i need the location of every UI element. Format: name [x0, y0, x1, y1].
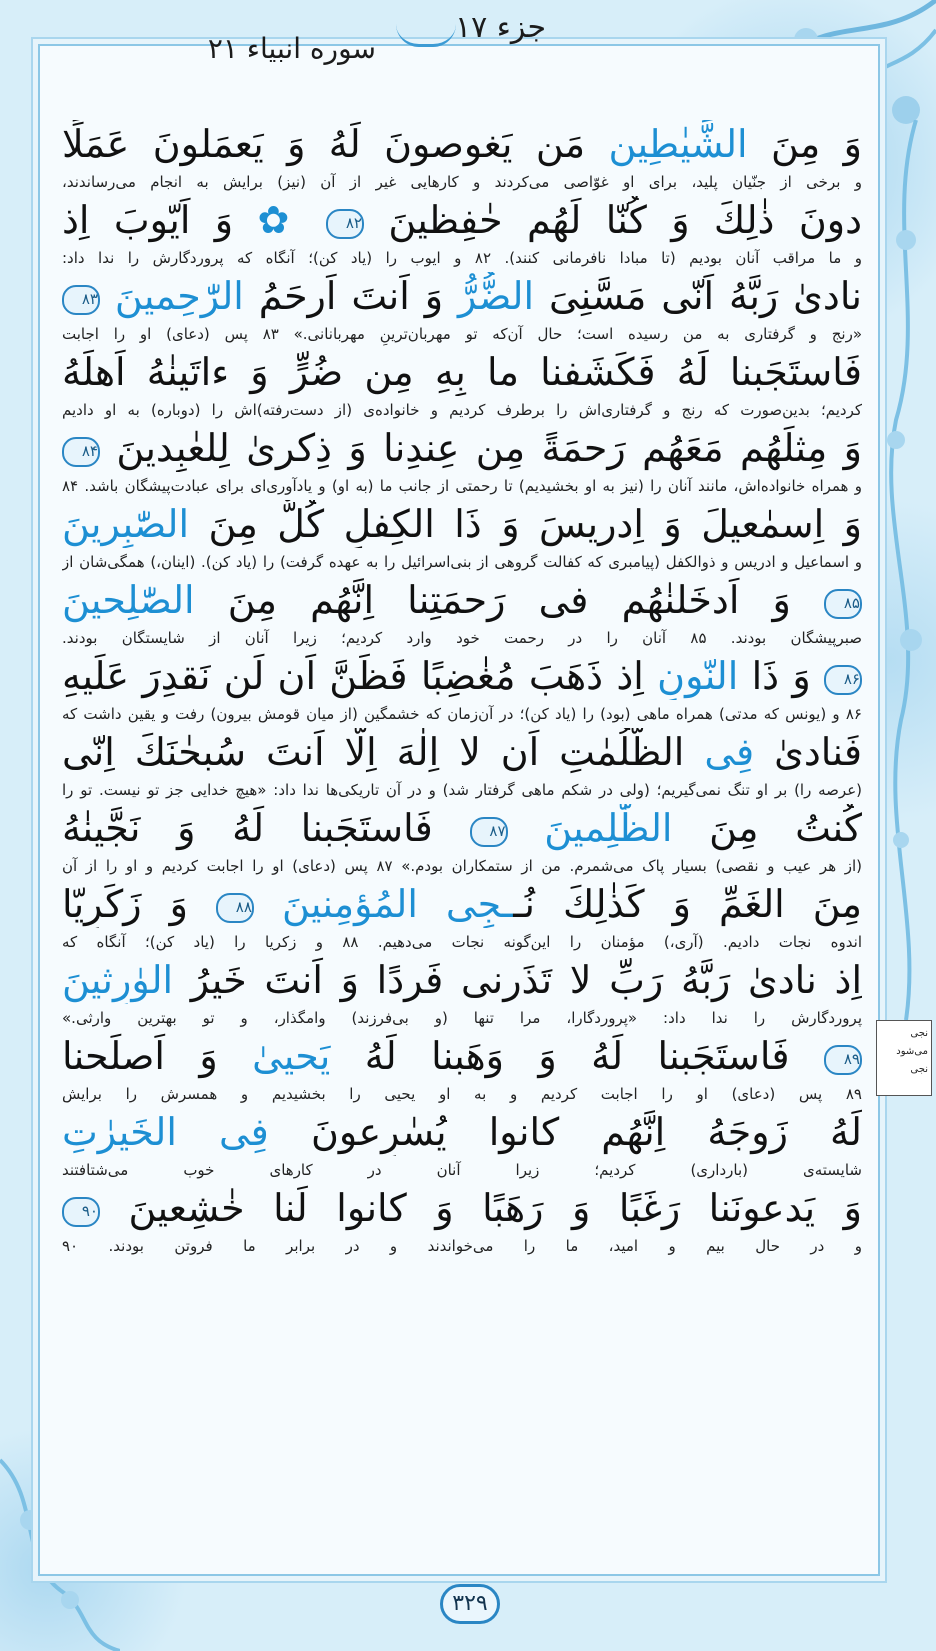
- highlighted-word: الصّٰلِحينَ: [62, 578, 195, 622]
- highlighted-word: الرّٰحِمينَ: [114, 274, 244, 318]
- highlighted-word: الظّٰلِمينَ: [544, 806, 673, 850]
- highlighted-word: فِى: [704, 730, 755, 774]
- ayah-number-marker: ۸۸: [216, 893, 254, 923]
- highlighted-word: الوٰرِثينَ: [62, 958, 174, 1002]
- highlighted-word: الخَيرٰتِ: [62, 1110, 177, 1154]
- verse-text: لَهُ زَوجَهُ اِنَّهُم كانوا يُسٰرِعونَ: [268, 1110, 862, 1154]
- verse-text: الظُّلُمٰتِ اَن لا اِلٰهَ اِلّا اَنتَ سُبحٰنَكَ اِنّى: [62, 730, 705, 774]
- ayah-number-marker: ۸۷: [470, 817, 508, 847]
- persian-translation-line: و اسماعیل و ادریس و ذوالکفل (پیامبری که کفالت گروهی از بنی‌اسرائیل را به عهده گرفت) را (یاد کن). (اینان،) همگی‌شان از: [62, 553, 862, 571]
- verse-text: مِنَ الغَمِّ وَ كَذٰلِكَ نُـ: [513, 882, 862, 926]
- persian-translation-line: ۸۶ و (یونس که مدتی) همراه ماهی (بود) را (یاد کن)؛ در آن‌زمان که خشمگین (از میان قومش بیرون) رفت و یقین داشت که: [62, 705, 862, 723]
- page-header: [0, 10, 936, 65]
- verse-text: فَاستَجَبنا لَهُ وَ نَجَّينٰهُ: [62, 806, 470, 850]
- verse-text: اِذ ذَهَبَ مُغٰضِبًا فَظَنَّ اَن لَن نَقدِرَ عَلَيهِ: [62, 654, 658, 698]
- arabic-verse-line: [62, 880, 862, 928]
- side-note-line: نجی: [910, 1064, 928, 1075]
- highlighted-word: الصّٰبِرينَ: [62, 502, 190, 546]
- verse-row: [62, 196, 862, 272]
- persian-translation-line: «رنج و گرفتاری به من رسیده است؛ حال آن‌که تو مهربان‌ترینِ مهربانانی.» ۸۳ پس (دعای) او را اجابت: [62, 325, 862, 343]
- highlighted-word: فِى: [219, 1110, 269, 1154]
- verse-row: [62, 424, 862, 500]
- side-note: [876, 1020, 932, 1096]
- arabic-verse-line: [62, 272, 862, 320]
- ayah-number-marker: ۸۲: [326, 209, 364, 239]
- arabic-verse-line: [62, 348, 862, 396]
- verse-row: [62, 272, 862, 348]
- verse-text: [508, 806, 545, 850]
- highlighted-word: الضُّرُّ: [457, 274, 535, 318]
- verse-lines: [62, 120, 862, 1260]
- persian-translation-line: شایسته‌ی (بارداری) کردیم؛ زیرا آنان در کارهای خوب می‌شتافتند: [62, 1161, 862, 1179]
- highlighted-word: النّونِ: [657, 654, 739, 698]
- highlighted-word: الشَّيٰطِينِ: [608, 122, 748, 166]
- ayah-number-marker: ۹۰: [62, 1197, 100, 1227]
- verse-text: مَن يَغوصونَ لَهُ وَ يَعمَلونَ عَمَلًا: [62, 122, 609, 166]
- arabic-verse-line: [62, 728, 862, 776]
- surah-label: سوره انبیاء ۲۱: [207, 32, 376, 65]
- verse-text: وَ زَكَرِيّا: [62, 882, 216, 926]
- verse-row: [62, 1108, 862, 1184]
- ayah-number-marker: ۸۵: [824, 589, 862, 619]
- verse-text: وَ يَدعونَنا رَغَبًا وَ رَهَبًا وَ كانوا لَنا خٰشِعينَ: [100, 1186, 862, 1230]
- arabic-verse-line: [62, 1184, 862, 1232]
- arabic-verse-line: [62, 196, 862, 244]
- verse-row: [62, 348, 862, 424]
- verse-text: وَ مِثلَهُم مَعَهُم رَحمَةً مِن عِندِنا وَ ذِكرىٰ لِلعٰبِدينَ: [100, 426, 862, 470]
- arabic-verse-line: [62, 804, 862, 852]
- persian-translation-line: صبرپیشگان بودند. ۸۵ آنان را در رحمت خود وارد کردیم؛ زیرا آنان از شایستگان بودند.: [62, 629, 862, 647]
- verse-text: كُنتُ مِنَ: [672, 806, 862, 850]
- ayah-number-marker: ۸۳: [62, 285, 100, 315]
- verse-row: [62, 652, 862, 728]
- verse-text: نادىٰ رَبَّهُ اَنّى مَسَّنِىَ: [534, 274, 862, 318]
- arabic-verse-line: [62, 652, 862, 700]
- verse-row: [62, 804, 862, 880]
- verse-text: وَ ذَا: [738, 654, 824, 698]
- verse-text: [177, 1110, 219, 1154]
- verse-text: وَ اَصلَحنا: [62, 1034, 253, 1078]
- persian-translation-line: کردیم؛ بدین‌صورت که رنج و گرفتاری‌اش را برطرف کردیم و خانواده‌ی (از دست‌رفته)اش را (دوباره) به او دادیم: [62, 401, 862, 419]
- verse-row: [62, 1184, 862, 1260]
- arabic-verse-line: [62, 1032, 862, 1080]
- verse-text: [418, 882, 446, 926]
- highlighted-word: المُؤمِنينَ: [281, 882, 418, 926]
- side-note-line: نجی: [910, 1028, 928, 1039]
- arabic-verse-line: [62, 956, 862, 1004]
- persian-translation-line: و همراه خانواده‌اش، مانند آنان را (نیز به او بخشیدیم) تا رحمتی از جانب ما (به او) و یادآوری‌ای برای عبادت‌پیشگان باشد. ۸۴: [62, 477, 862, 495]
- persian-translation-line: و در حال بیم و امید، ما را می‌خواندند و در برابر ما فروتن بودند. ۹۰: [62, 1237, 862, 1255]
- verse-row: [62, 728, 862, 804]
- persian-translation-line: ۸۹ پس (دعای) او را اجابت کردیم و به او یحیی را بخشیدیم و همسرش را برایش: [62, 1085, 862, 1103]
- arabic-verse-line: [62, 424, 862, 472]
- header-swirl-icon: [396, 24, 456, 47]
- persian-translation-line: و ما مراقب آنان بودیم (تا مبادا نافرمانی کنند). ۸۲ و ایوب را (یاد کن)؛ آنگاه که پروردگارش را ندا داد:: [62, 249, 862, 267]
- verse-row: [62, 1032, 862, 1108]
- arabic-verse-line: [62, 576, 862, 624]
- ayah-number-marker: ۸۹: [824, 1045, 862, 1075]
- verse-text: فَاستَجَبنا لَهُ فَكَشَفنا ما بِهِ مِن ضُرٍّ وَ ءاتَينٰهُ اَهلَهُ: [62, 350, 862, 394]
- verse-text: اِذ نادىٰ رَبَّهُ رَبِّ لا تَذَرنى فَردًا وَ اَنتَ خَيرُ: [173, 958, 862, 1002]
- highlighted-word: يَحيىٰ: [252, 1034, 331, 1078]
- persian-translation-line: اندوه نجات دادیم. (آری،) مؤمنان را این‌گونه نجات می‌دهیم. ۸۸ و زکریا را (یاد کن)؛ آنگاه که: [62, 933, 862, 951]
- persian-translation-line: (از هر عیب و نقصی) بسیار پاک می‌شمرم. من از ستمکاران بودم.» ۸۷ پس (دعای) او را اجابت کردیم و او را از آن: [62, 857, 862, 875]
- verse-row: [62, 120, 862, 196]
- verse-text: وَ اَنتَ اَرحَمُ: [243, 274, 458, 318]
- verse-text: [254, 882, 282, 926]
- verse-text: فَاستَجَبنا لَهُ وَ وَهَبنا لَهُ: [330, 1034, 824, 1078]
- arabic-verse-line: [62, 1108, 862, 1156]
- verse-row: [62, 956, 862, 1032]
- section-flower-icon: ✿: [257, 198, 302, 242]
- verse-row: [62, 880, 862, 956]
- persian-translation-line: پروردگارش را ندا داد: «پروردگارا، مرا تنها (و بی‌فرزند) وامگذار، و تو بهترین وارثی.»: [62, 1009, 862, 1027]
- ayah-number-marker: ۸۴: [62, 437, 100, 467]
- ayah-number-marker: ۸۶: [824, 665, 862, 695]
- verse-text: فَنادىٰ: [754, 730, 862, 774]
- highlighted-word: ـجِى: [445, 882, 514, 926]
- side-note-line: می‌شود: [896, 1046, 928, 1057]
- persian-translation-line: و برخی از جنّیان پلید، برای او غوّاصی می‌کردند و کارهایی غیر از آن (نیز) برایش به انجام می‌رساندند،: [62, 173, 862, 191]
- verse-text: وَ اِسمٰعيلَ وَ اِدريسَ وَ ذَا الكِفلِ كُلٌّ مِنَ: [189, 502, 862, 546]
- verse-text: [302, 198, 326, 242]
- arabic-verse-line: [62, 500, 862, 548]
- verse-text: وَ اَدخَلنٰهُم فى رَحمَتِنا اِنَّهُم مِنَ: [194, 578, 824, 622]
- page-number-badge: [418, 1578, 516, 1626]
- persian-translation-line: (عرصه را) بر او تنگ نمی‌گیریم؛ (ولی در شکم ماهی گرفتار شد) و در آن تاریکی‌ها ندا داد: «هیچ خدایی جز تو نیست. تو را: [62, 781, 862, 799]
- verse-text: دونَ ذٰلِكَ وَ كُنّا لَهُم حٰفِظينَ: [363, 198, 862, 242]
- juz-label: جزء ۱۷: [455, 10, 546, 45]
- page-number: ۳۲۹: [440, 1584, 500, 1624]
- verse-row: [62, 500, 862, 576]
- verse-text: [100, 274, 115, 318]
- verse-text: وَ مِنَ: [747, 122, 862, 166]
- verse-row: [62, 576, 862, 652]
- arabic-verse-line: [62, 120, 862, 168]
- verse-text: وَ اَيّوبَ اِذ: [62, 198, 258, 242]
